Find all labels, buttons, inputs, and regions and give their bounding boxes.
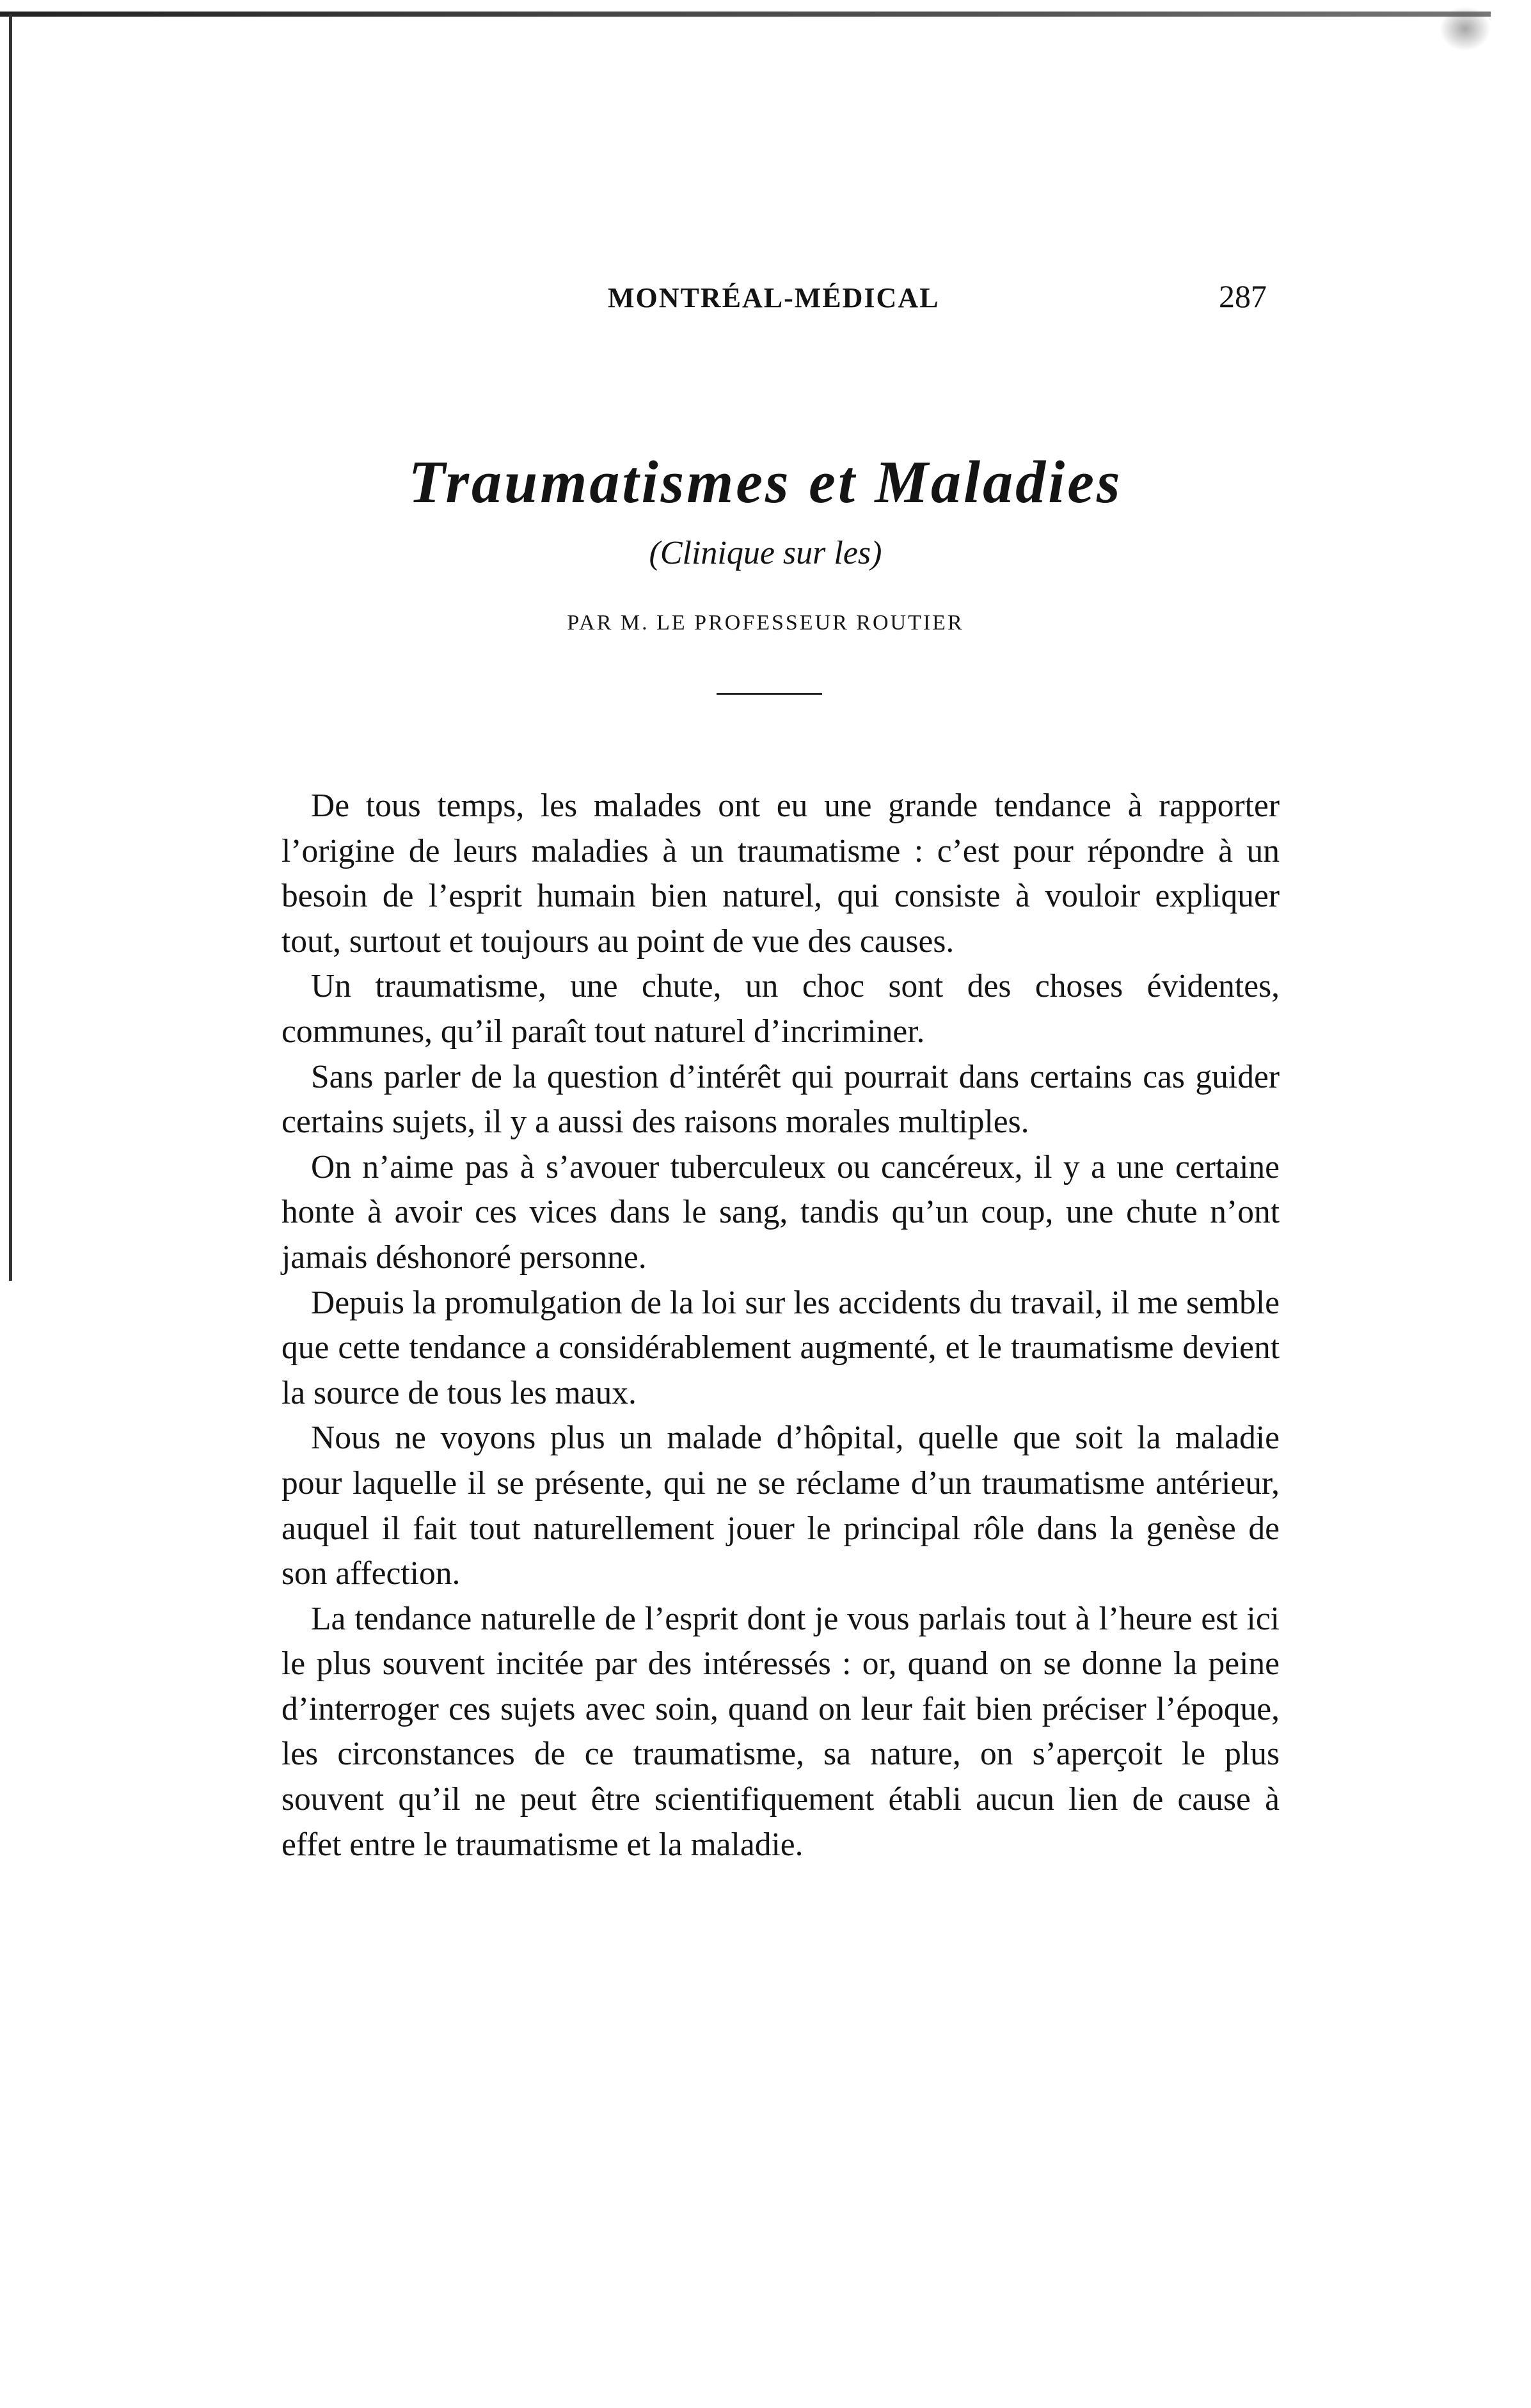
paragraph: On n’aime pas à s’avouer tuberculeux ou cancéreux, il y a une certaine honte à avoir ces vices dans le sang, tandis qu’un coup, une chute n’ont jamais déshonoré personne. [282,1148,1280,1276]
running-head [0,278,1531,333]
article-subtitle: (Clinique sur les) [649,535,882,571]
paragraph: Depuis la promulgation de la loi sur les accidents du travail, il me semble que cette tendance a considérablement augmenté, et le traumatisme devient la source de tous les maux. [282,1284,1280,1411]
scan-border-top [0,12,1491,17]
article-byline: PAR M. LE PROFESSEUR ROUTIER [567,611,964,635]
paragraph: La tendance naturelle de l’esprit dont je vous parlais tout à l’heure est ici le plus souvent incitée par des intéressés : or, quand on se donne la peine d’interroger ces sujets avec soin, quand on leur fait bien préciser l’époque, les circonstances de ce traumatisme, sa nature, on s’aperçoit le plus souvent qu’il ne peut être scientifiquement établi aucun lien de cause à effet entre le traumatisme et la maladie. [282,1600,1280,1863]
scan-smudge [1440,6,1491,51]
scan-border-left [9,14,12,1281]
paragraph: Sans parler de la question d’intérêt qui pourrait dans certains cas guider certains sujets, il y a aussi des raisons morales multiples. [282,1058,1280,1141]
paragraph: Un traumatisme, une chute, un choc sont des choses évidentes, communes, qu’il paraît tout naturel d’incriminer. [282,968,1280,1050]
paragraph: Nous ne voyons plus un malade d’hôpital, quelle que soit la maladie pour laquelle il se présente, qui ne se réclame d’un traumatisme antérieur, auquel il fait tout naturellement jouer le principal rôle dans la genèse de son affection. [282,1420,1280,1592]
paragraph: De tous temps, les malades ont eu une grande tendance à rapporter l’origine de leurs maladies à un traumatisme : c’est pour répondre à un besoin de l’esprit humain bien naturel, qui consiste à vouloir expliquer tout, surtout et toujours au point de vue des causes. [282,788,1280,960]
article-body [282,784,1280,1867]
journal-name: MONTRÉAL-MÉDICAL [608,282,940,313]
page-number: 287 [1219,278,1267,314]
article-title: Traumatismes et Maladies [408,449,1123,516]
title-separator [717,693,822,695]
